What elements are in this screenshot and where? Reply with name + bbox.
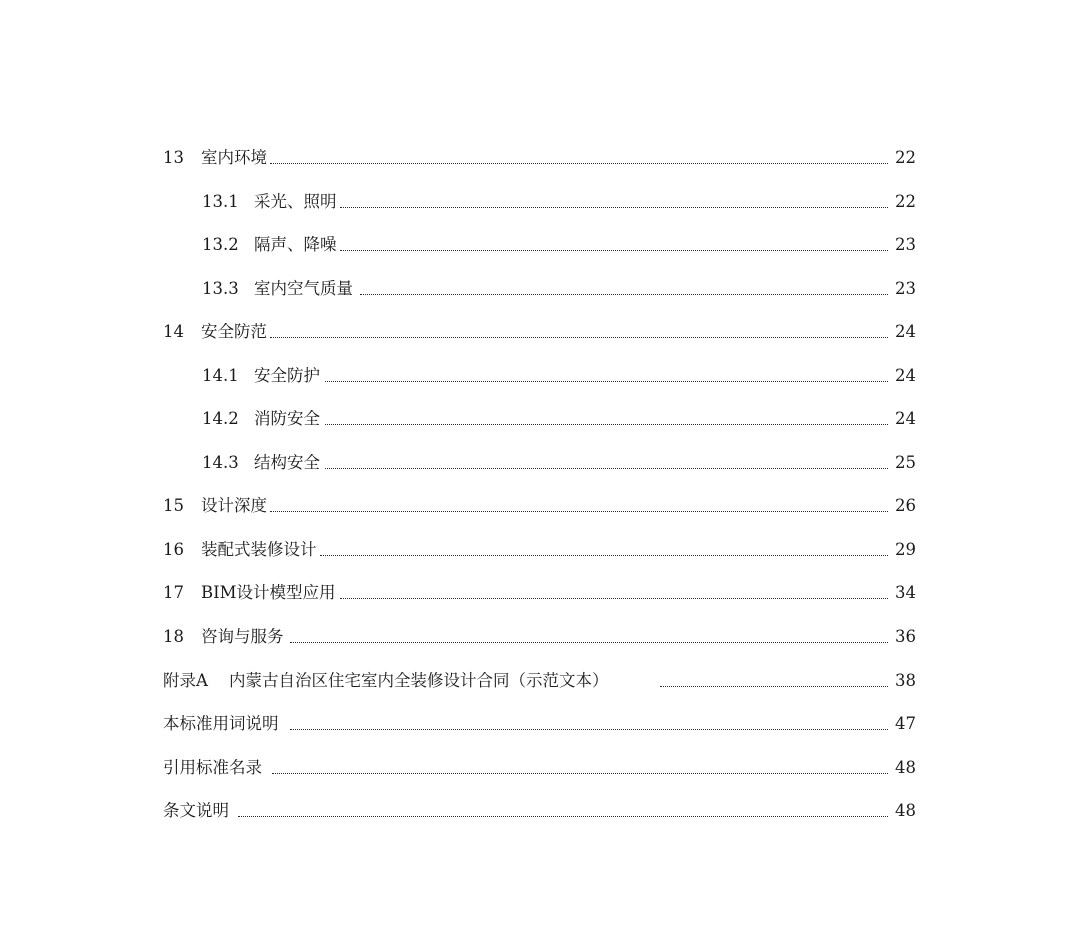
toc-entry-page: 48: [888, 796, 916, 826]
toc-entry-16[interactable]: [0, 535, 1080, 565]
toc-entry-title: BIM设计模型应用: [201, 583, 336, 602]
toc-entry-page: 24: [888, 317, 916, 347]
toc-entry-14-1[interactable]: [0, 361, 1080, 391]
toc-entry-number: 13.2: [202, 235, 239, 254]
toc-entry-number: 17: [163, 583, 184, 602]
toc-entry-page: 26: [888, 491, 916, 521]
toc-entry-number: 14.2: [202, 409, 239, 428]
toc-entry-number: 14.1: [202, 366, 239, 385]
toc-entry-title: 隔声、降噪: [254, 235, 337, 254]
toc-leader-dots: [270, 163, 890, 164]
toc-entry-appendix-a[interactable]: [0, 666, 1080, 696]
toc-entry-number: 13.1: [202, 192, 239, 211]
toc-entry-15[interactable]: [0, 491, 1080, 521]
toc-entry-13-1[interactable]: [0, 187, 1080, 217]
toc-entry-title: 咨询与服务: [201, 627, 284, 646]
toc-entry-page: 38: [888, 666, 916, 696]
toc-entry-number: 18: [163, 627, 184, 646]
toc-leader-dots: [320, 555, 890, 556]
toc-leader-dots: [360, 294, 890, 295]
toc-entry-cited-standards[interactable]: [0, 753, 1080, 783]
toc-entry-page: 22: [888, 187, 916, 217]
toc-leader-dots: [270, 337, 890, 338]
toc-entry-page: 24: [888, 404, 916, 434]
toc-entry-title: 装配式装修设计: [201, 540, 317, 559]
toc-leader-dots: [340, 250, 890, 251]
toc-entry-title: 内蒙古自治区住宅室内全装修设计合同（示范文本）: [229, 671, 609, 690]
toc-entry-title: 条文说明: [163, 801, 229, 820]
toc-entry-title: 消防安全: [254, 409, 320, 428]
toc-entry-number: 13: [163, 148, 184, 167]
toc-entry-title: 结构安全: [254, 453, 320, 472]
toc-leader-dots: [272, 773, 890, 774]
toc-entry-page: 34: [888, 578, 916, 608]
toc-entry-17[interactable]: [0, 578, 1080, 608]
toc-entry-number: 14: [163, 322, 184, 341]
toc-entry-page: 29: [888, 535, 916, 565]
toc-entry-18[interactable]: [0, 622, 1080, 652]
toc-entry-page: 48: [888, 753, 916, 783]
toc-entry-number: 14.3: [202, 453, 239, 472]
toc-entry-clause-explanation[interactable]: [0, 796, 1080, 826]
toc-leader-dots: [325, 424, 890, 425]
toc-entry-title: 室内空气质量: [254, 279, 353, 298]
toc-entry-title: 室内环境: [201, 148, 267, 167]
toc-leader-dots: [325, 381, 890, 382]
toc-entry-13-3[interactable]: [0, 274, 1080, 304]
toc-entry-number: 13.3: [202, 279, 239, 298]
toc-entry-number: 15: [163, 496, 184, 515]
toc-entry-page: 36: [888, 622, 916, 652]
toc-entry-title: 引用标准名录: [163, 758, 262, 777]
toc-leader-dots: [290, 729, 890, 730]
toc-entry-page: 23: [888, 230, 916, 260]
toc-leader-dots: [660, 686, 890, 687]
toc-entry-page: 24: [888, 361, 916, 391]
toc-leader-dots: [270, 511, 890, 512]
toc-leader-dots: [340, 207, 890, 208]
toc-entry-14-2[interactable]: [0, 404, 1080, 434]
toc-leader-dots: [238, 816, 890, 817]
toc-entry-title: 安全防范: [201, 322, 267, 341]
toc-entry-14-3[interactable]: [0, 448, 1080, 478]
toc-entry-13[interactable]: [0, 143, 1080, 173]
toc-leader-dots: [290, 642, 890, 643]
toc-entry-wording-explanation[interactable]: [0, 709, 1080, 739]
toc-entry-title: 安全防护: [254, 366, 320, 385]
toc-leader-dots: [325, 468, 890, 469]
toc-entry-number: 附录A: [163, 671, 208, 690]
toc-entry-title: 本标准用词说明: [163, 714, 279, 733]
toc-entry-number: 16: [163, 540, 184, 559]
toc-entry-page: 47: [888, 709, 916, 739]
toc-entry-page: 23: [888, 274, 916, 304]
toc-entry-title: 采光、照明: [254, 192, 337, 211]
toc-entry-13-2[interactable]: [0, 230, 1080, 260]
toc-entry-page: 25: [888, 448, 916, 478]
toc-leader-dots: [340, 598, 890, 599]
toc-entry-14[interactable]: [0, 317, 1080, 347]
toc-entry-title: 设计深度: [201, 496, 267, 515]
toc-entry-page: 22: [888, 143, 916, 173]
